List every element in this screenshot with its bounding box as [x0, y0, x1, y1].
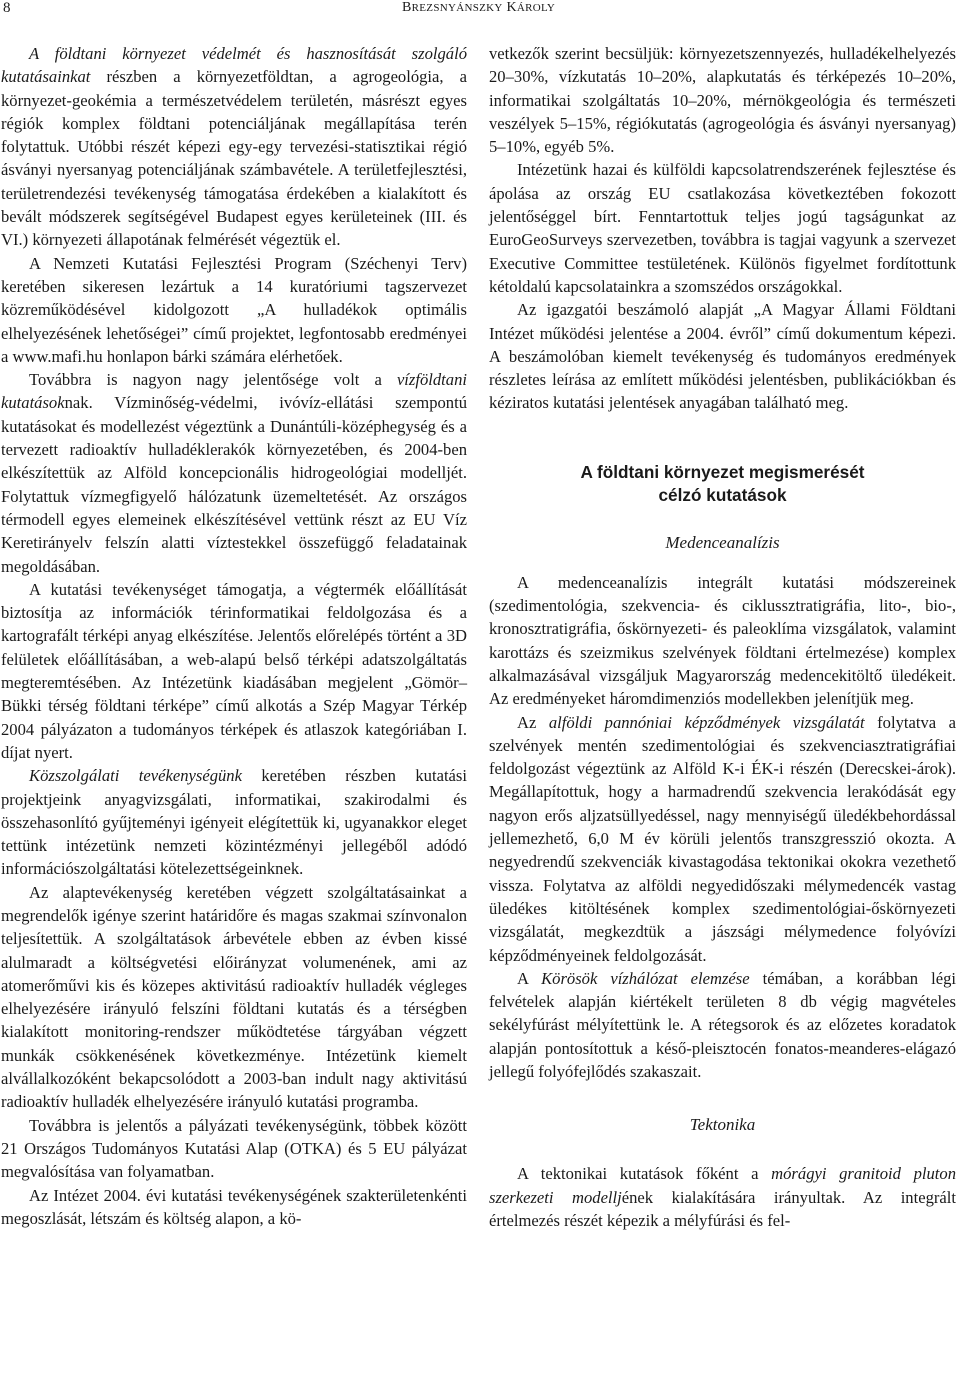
paragraph: Intézetünk hazai és külföldi kapcsolatrendszerének fejlesztése és ápolása az ország EU csatlakozása következtében fokozott jelentőséggel bírt. Fenntartottuk teljes jogú tagságunkat az EuroGeoSurveys szervezetben, továbbra is tagjai vagyunk a szervezet Executive Committee testületének. Különös figyelmet fordítottunk kétoldalú kapcsolatainkra a szomszédos országokkal. — [489, 160, 956, 296]
paragraph: A Nemzeti Kutatási Fejlesztési Program (Széchenyi Terv) keretében sikeresen lezártuk a 14 kuratóriumi tagszervezet közreműködésével kidolgozott „A hulladékok optimális elhelyezésének lehetőségei” című projektet, legfontosabb eredményei a www.mafi.hu honlapon bárki számára elérhetőek. — [1, 253, 467, 366]
subsection-heading-tektonika: Tektonika — [689, 1115, 756, 1135]
paragraph: Az igazgatói beszámoló alapját „A Magyar Állami Földtani Intézet működési jelentése a 2004. évről” című dokumentum képezi. A beszámolóban kiemelt tevékenység és tudományos eredmények részletes leírása az említett működési jelentésben, publikációkban és kéziratos kutatási jelentések anyagában található meg. — [489, 300, 956, 413]
paragraph: A földtani környezet védelmét és hasznosítását szolgáló kutatásainkat részben a környezetföldtan, a agrogeológia, a környezet-geokémia a természetvédelem területén, másrészt egyes régiók komplex földtani potenciáljának megállapítása terén folytattuk. Utóbbi részét képezi egy-egy tervezési-statisztikai régió ásványi nyersanyag potenciáljának számbavétele. A területfejlesztési, területrendezési tevékenység támogatása érdekében a kialakított és bevált módszerek segítségével Budapest egyes kerületeinek (III. és VI.) környezeti állapotának felmérését végeztük el. — [1, 44, 467, 250]
page-number: 8 — [3, 0, 11, 16]
paragraph: vetkezők szerint becsüljük: környezetszennyezés, hulladékelhelyezés 20–30%, vízkutatás 10–20%, alapkutatás és térképezés 10–20%, informatikai szolgáltatás 10–20%, mérnökgeológia és természeti veszélyek 5–15%, régiókutatás (agrogeológia és ásványi nyersanyag) 5–10%, egyéb 5%. — [489, 44, 956, 157]
running-head-author: BREZSNYÁNSZKY KÁROLY — [402, 0, 556, 15]
paragraph: Az alföldi pannóniai képződmények vizsgálatát folytatva a szelvények mentén szedimentológiai és szekvenciasztratigráfiai feldolgozást végeztünk az Alföld K-i ÉK-i részén (Derecskei-árok). Megállapítottuk, hogy a harmadrendű szekvencia lerakódását egy nagyon erős aljzatsüllyedéssel, nagy mennyiségű üledékbehordással jellemezhető, 6,0 M év körüli jelentős transzgresszió okozta. A negyedrendű szekvenciák kivastagodása tektonikai okokra vezethető vissza. Folytatva az alföldi negyedidőszaki mélymedencék vastag üledékes kitöltésének komplex szedimentológiai-őskörnyezeti vizsgálatát, megkezdtük a jászsági mélymedence folyóvízi képződményeinek feldolgozását. — [489, 712, 956, 965]
paragraph: Az Intézet 2004. évi kutatási tevékenységének szakterületenkénti megoszlását, létszám és költség alapon, a kö- — [1, 1185, 467, 1228]
paragraph: A medenceanalízis integrált kutatási módszereinek (szedimentológia, szekvencia- és ciklussztratigráfia, lito-, bio-, kronosztratigráfia, őskörnyezeti- és paleoklíma vizsgálatok, valamint karottázs és szeizmikus szelvények földtani értelmezése) komplex alkalmazásával vizsgáljuk Magyarország medencekitöltő üledékeit. Az eredményeket háromdimenziós modellekben jelenítjük meg. — [489, 572, 956, 709]
paragraph: Közszolgálati tevékenységünk keretében részben kutatási projektjeink anyagvizsgálati, informatikai, szakirodalmi és összehasonlító gyűjteményi igényeit elégítettük ki, ugyanakkor eleget tettünk intézetünk nemzeti közintézményi jellegéből adódó információszolgáltatási kötelezettségeinknek. — [1, 766, 467, 879]
paragraph: A tektonikai kutatások főként a mórágyi granitoid pluton szerkezeti modelljének kialakítására irányultak. Az integrált értelmezés részét képezik a mélyfúrási és fel- — [489, 1164, 956, 1230]
running-header — [0, 0, 960, 24]
left-column — [1, 42, 467, 1230]
subsection-heading-medenceanalizis: Medenceanalízis — [665, 532, 780, 552]
section-heading: A földtani környezet megismerését célzó kutatások — [580, 461, 865, 505]
paragraph: A Körösök vízhálózat elemzése témában, a korábban légi felvételek alapján kiértékelt területen 8 db végig magvételes sekélyfúrást mélyítettünk le. A rétegsorok és az előzetes koradatok alapján pontosítottuk a késő-pleisztocén fonatos-meanderes-elágazó jellegű folyófejlődés szakaszait. — [489, 968, 956, 1081]
paragraph: Az alaptevékenység keretében végzett szolgáltatásainkat a megrendelők igénye szerint határidőre és magas szakmai színvonalon teljesítettük. A szolgáltatások árbevétele ebben az évben kissé alulmaradt a költségvetési előirányzat volumenének, ami az atomerőművi kis és közepes aktivitású radioaktív hulladék végleges elhelyezésére irányuló felszíni földtani kutatás és a térségben kialakított monitoring-rendszer működtetése tárgyában végzett munkák csökkenésének következménye. Intézetünk kiemelt alvállalkozóként bekapcsolódott a 2003-ban indult nagy aktivitású radioaktív hulladék elhelyezésére irányuló kutatási programba. — [1, 882, 467, 1112]
paragraph: Továbbra is jelentős a pályázati tevékenységünk, többek között 21 Országos Tudományos Kutatási Alap (OTKA) és 5 EU pályázat megvalósítása van folyamatban. — [1, 1115, 467, 1182]
paragraph: A kutatási tevékenységet támogatja, a végtermék előállítását biztosítja az információk térinformatikai feldolgozása és a kartografált térképi anyag elkészítése. Jelentős előrelépés történt a 3D felületek előállításában, a web-alapú belső térképi adatszolgáltatás megteremtésében. Az Intézetünk kiadásában megjelent „Gömör–Bükki térség földtani térképe” című alkotás a Szép Magyar Térkép 2004 pályázaton a tudományos térképek és atlaszok kategóriában I. díjat nyert. — [1, 579, 467, 762]
right-column — [489, 42, 956, 1232]
paragraph: Továbbra is nagyon nagy jelentősége volt a vízföldtani kutatásoknak. Vízminőség-védelmi, ivóvíz-ellátási szempontú kutatásokat és modellezést végeztünk a Dunántúli-középhegység és a tervezett radioaktív hulladéklerakók környezetében, és 2004-ben elkészítettük az Alföld koncepcionális hidrogeológiai modelljét. Folytattuk vízmegfigyelő hálózatunk üzemeltetését. Az országos térmodell egyes elemeinek elkészítésével vettünk részt az EU Víz Keretirányelv felszín alatti víztestekkel összefüggő feladatainak megoldásában. — [1, 370, 467, 576]
